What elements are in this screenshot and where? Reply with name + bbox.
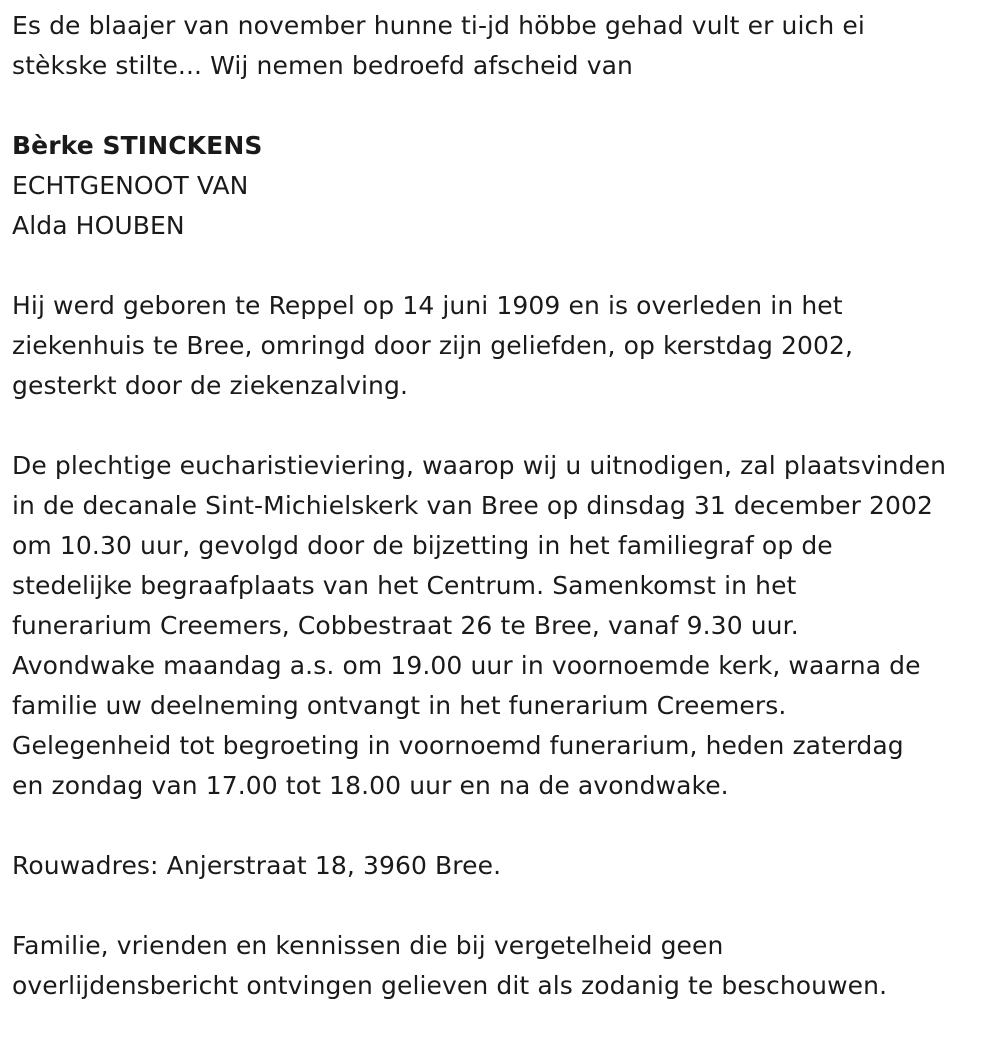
- obituary-document: [12, 6, 996, 1006]
- spacer: [12, 406, 996, 446]
- birth-death-paragraph: Hij werd geboren te Reppel op 14 juni 1909 en is overleden in het ziekenhuis te Bree, omringd door zijn geliefden, op kerstdag 2002, gesterkt door de ziekenzalving.: [12, 291, 854, 400]
- mourning-address: Rouwadres: Anjerstraat 18, 3960 Bree.: [12, 851, 502, 880]
- spacer: [12, 246, 996, 286]
- intro-paragraph: Es de blaajer van november hunne ti-jd höbbe gehad vult er uich ei stèkske stilte... Wij nemen bedroefd afscheid van: [12, 11, 865, 80]
- ceremony-paragraph: De plechtige eucharistieviering, waarop wij u uitnodigen, zal plaatsvinden in de decanale Sint-Michielskerk van Bree op dinsdag 31 december 2002 om 10.30 uur, gevolgd door de bijzetting in het familiegraf op de stedelijke begraafplaats van het Centrum. Samenkomst in het funerarium Creemers, Cobbestraat 26 te Bree, vanaf 9.30 uur. Avondwake maandag a.s. om 19.00 uur in voornoemde kerk, waarna de familie uw deelneming ontvangt in het funerarium Creemers. Gelegenheid tot begroeting in voornoemd funerarium, heden zaterdag en zondag van 17.00 tot 18.00 uur en na de avondwake.: [12, 451, 947, 800]
- closing-paragraph: Familie, vrienden en kennissen die bij vergetelheid geen overlijdensbericht ontvingen gelieven dit als zodanig te beschouwen.: [12, 931, 888, 1000]
- spouse-name: Alda HOUBEN: [12, 211, 185, 240]
- relation-label: ECHTGENOOT VAN: [12, 171, 249, 200]
- deceased-name: Bèrke STINCKENS: [12, 131, 263, 160]
- spacer: [12, 886, 996, 926]
- spacer: [12, 806, 996, 846]
- spacer: [12, 86, 996, 126]
